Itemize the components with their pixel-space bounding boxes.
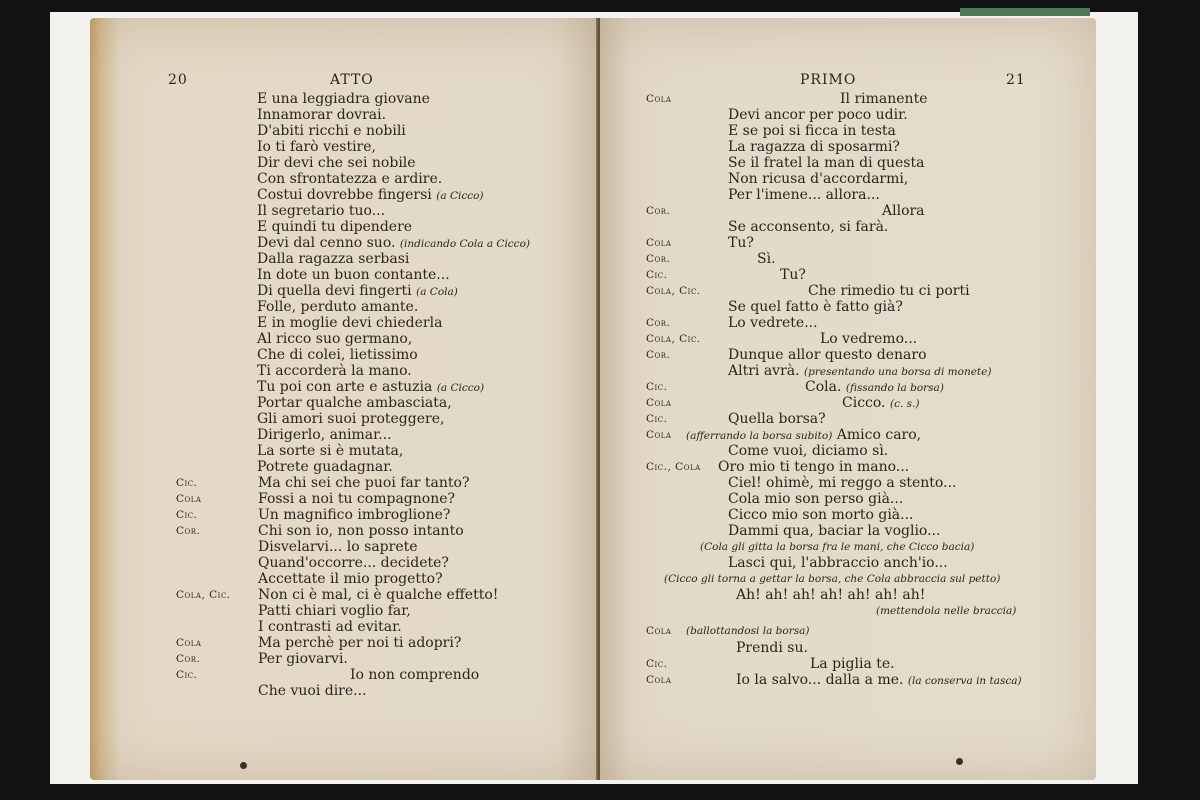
verse-line: Un magnifico imbroglione? (258, 507, 451, 523)
speaker-label: Cola (646, 674, 672, 686)
page-number-right: 21 (1006, 72, 1026, 88)
verse-line: Allora (882, 203, 925, 219)
stage-direction: (ballottandosi la borsa) (686, 625, 810, 637)
verse-line: Quand'occorre... decidete? (258, 555, 449, 571)
verse-line: Se il fratel la man di questa (728, 155, 925, 171)
verse-line: Cola. (fissando la borsa) (805, 379, 944, 395)
verse-line: Non ricusa d'accordarmi, (728, 171, 909, 187)
speaker-label: Cor. (646, 349, 671, 361)
left-page (90, 18, 598, 780)
verse-line: E una leggiadra giovane (257, 91, 430, 107)
speaker-label: Cola, Cic. (646, 333, 701, 345)
speaker-label: Cola (176, 493, 202, 505)
verse-line: Cola mio son perso già... (728, 491, 904, 507)
verse-line: Quella borsa? (728, 411, 826, 427)
speaker-label: Cola, Cic. (646, 285, 701, 297)
verse-line: Dalla ragazza serbasi (257, 251, 410, 267)
verse-line: Dir devi che sei nobile (257, 155, 416, 171)
stage-direction: (a Cola) (416, 286, 458, 298)
verse-line: Devi dal cenno suo. (indicando Cola a Cicco) (257, 235, 530, 251)
stage-direction: (indicando Cola a Cicco) (399, 238, 530, 250)
verse-line: Portar qualche ambasciata, (257, 395, 452, 411)
verse-line: Innamorar dovrai. (257, 107, 387, 123)
verse-line: Di quella devi fingerti (a Cola) (257, 283, 458, 299)
verse-line: Dirigerlo, animar... (257, 427, 392, 443)
verse-line: Prendi su. (736, 640, 808, 656)
verse-line: Che rimedio tu ci porti (808, 283, 970, 299)
speaker-label: Cic., Cola (646, 461, 701, 473)
speaker-label: Cor. (646, 205, 671, 217)
verse-line: Tu? (728, 235, 754, 251)
verse-line: La ragazza di sposarmi? (728, 139, 900, 155)
speaker-label: Cola (646, 237, 672, 249)
speaker-label: Cic. (176, 509, 198, 521)
verse-line: In dote un buon contante... (257, 267, 450, 283)
stage-direction: (mettendola nelle braccia) (876, 605, 1017, 617)
speaker-label: Cola (176, 637, 202, 649)
speaker-label: Cor. (646, 253, 671, 265)
verse-line: (afferrando la borsa subito) Amico caro, (686, 427, 922, 443)
verse-line: Il rimanente (840, 91, 928, 107)
verse-line: Io non comprendo (350, 667, 480, 683)
verse-line: La sorte si è mutata, (257, 443, 404, 459)
verse-line: Patti chiari voglio far, (258, 603, 411, 619)
verse-line: Dunque allor questo denaro (728, 347, 927, 363)
verse-line: Per giovarvi. (258, 651, 348, 667)
verse-line: Devi ancor per poco udir. (728, 107, 908, 123)
verse-line: Io ti farò vestire, (257, 139, 376, 155)
speaker-label: Cic. (646, 658, 668, 670)
verse-line: Io la salvo... dalla a me. (la conserva in tasca) (736, 672, 1022, 688)
verse-line: Gli amori suoi proteggere, (257, 411, 445, 427)
verse-line: Costui dovrebbe fingersi (a Cicco) (257, 187, 484, 203)
verse-line: Il segretario tuo... (257, 203, 386, 219)
stage-direction: (a Cicco) (436, 382, 485, 394)
green-tab (960, 8, 1090, 16)
verse-line: Come vuoi, diciamo sì. (728, 443, 889, 459)
verse-line: Ti accorderà la mano. (257, 363, 412, 379)
verse-line: Ciel! ohimè, mi reggo a stento... (728, 475, 957, 491)
verse-line: Lo vedremo... (820, 331, 918, 347)
verse-line: Ah! ah! ah! ah! ah! ah! ah! (736, 587, 926, 603)
verse-line: I contrasti ad evitar. (258, 619, 402, 635)
verse-line: Chi son io, non posso intanto (258, 523, 464, 539)
stage-direction: (Cola gli gitta la borsa fra le mani, che Cicco bacia) (700, 541, 975, 553)
verse-line: E se poi si ficca in testa (728, 123, 896, 139)
verse-line: Tu? (780, 267, 806, 283)
stage-direction: (c. s.) (889, 398, 920, 410)
verse-line: Ma chi sei che puoi far tanto? (258, 475, 470, 491)
verse-line: Lo vedrete... (728, 315, 818, 331)
speaker-label: Cor. (176, 653, 201, 665)
verse-line: Fossi a noi tu compagnone? (258, 491, 456, 507)
speaker-label: Cola (646, 397, 672, 409)
speaker-label: Cola, Cic. (176, 589, 231, 601)
speaker-label: Cola (646, 625, 672, 637)
running-head-right: PRIMO (800, 72, 857, 88)
right-page (600, 18, 1096, 780)
verse-line: Folle, perduto amante. (257, 299, 419, 315)
speaker-label: Cola (646, 429, 672, 441)
verse-line: Che di colei, lietissimo (257, 347, 418, 363)
verse-line: Lasci qui, l'abbraccio anch'io... (728, 555, 948, 571)
stage-direction: (afferrando la borsa subito) (686, 430, 833, 442)
stage-direction: (fissando la borsa) (845, 382, 944, 394)
verse-line: Se quel fatto è fatto già? (728, 299, 903, 315)
verse-line: D'abiti ricchi e nobili (257, 123, 406, 139)
verse-line: Disvelarvi... lo saprete (258, 539, 418, 555)
stage-direction: (a Cicco) (436, 190, 484, 202)
page-spot (240, 762, 247, 769)
stage-direction: (presentando una borsa di monete) (804, 366, 992, 378)
verse-line: Tu poi con arte e astuzia (a Cicco) (257, 379, 485, 395)
verse-line: E in moglie devi chiederla (257, 315, 443, 331)
verse-line: Non ci è mal, ci è qualche effetto! (258, 587, 499, 603)
verse-line: Che vuoi dire... (258, 683, 367, 699)
verse-line: Potrete guadagnar. (257, 459, 393, 475)
verse-line: La piglia te. (810, 656, 895, 672)
verse-line: Per l'imene... allora... (728, 187, 880, 203)
stage-direction: (la conserva in tasca) (907, 675, 1022, 687)
speaker-label: Cic. (646, 413, 668, 425)
verse-line: Al ricco suo germano, (257, 331, 413, 347)
speaker-label: Cic. (176, 477, 198, 489)
verse-line: Accettate il mio progetto? (258, 571, 443, 587)
running-head-left: ATTO (330, 72, 374, 88)
speaker-label: Cic. (176, 669, 198, 681)
verse-line: Cicco. (c. s.) (842, 395, 920, 411)
verse-line: Se acconsento, si farà. (728, 219, 889, 235)
speaker-label: Cola (646, 93, 672, 105)
verse-line: Oro mio ti tengo in mano... (718, 459, 910, 475)
speaker-label: Cic. (646, 269, 668, 281)
verse-line: E quindi tu dipendere (257, 219, 413, 235)
verse-line: Dammi qua, baciar la voglio... (728, 523, 941, 539)
page-number-left: 20 (168, 72, 188, 88)
stage-direction: (Cicco gli torna a gettar la borsa, che Cola abbraccia sul petto) (664, 573, 1001, 585)
speaker-label: Cor. (646, 317, 671, 329)
page-spot (956, 758, 963, 765)
speaker-label: Cor. (176, 525, 201, 537)
verse-line: Cicco mio son morto già... (728, 507, 914, 523)
speaker-label: Cic. (646, 381, 668, 393)
verse-line: Ma perchè per noi ti adopri? (258, 635, 462, 651)
verse-line: Altri avrà. (presentando una borsa di monete) (728, 363, 992, 379)
verse-line: Sì. (757, 251, 776, 267)
verse-line: Con sfrontatezza e ardire. (257, 171, 443, 187)
